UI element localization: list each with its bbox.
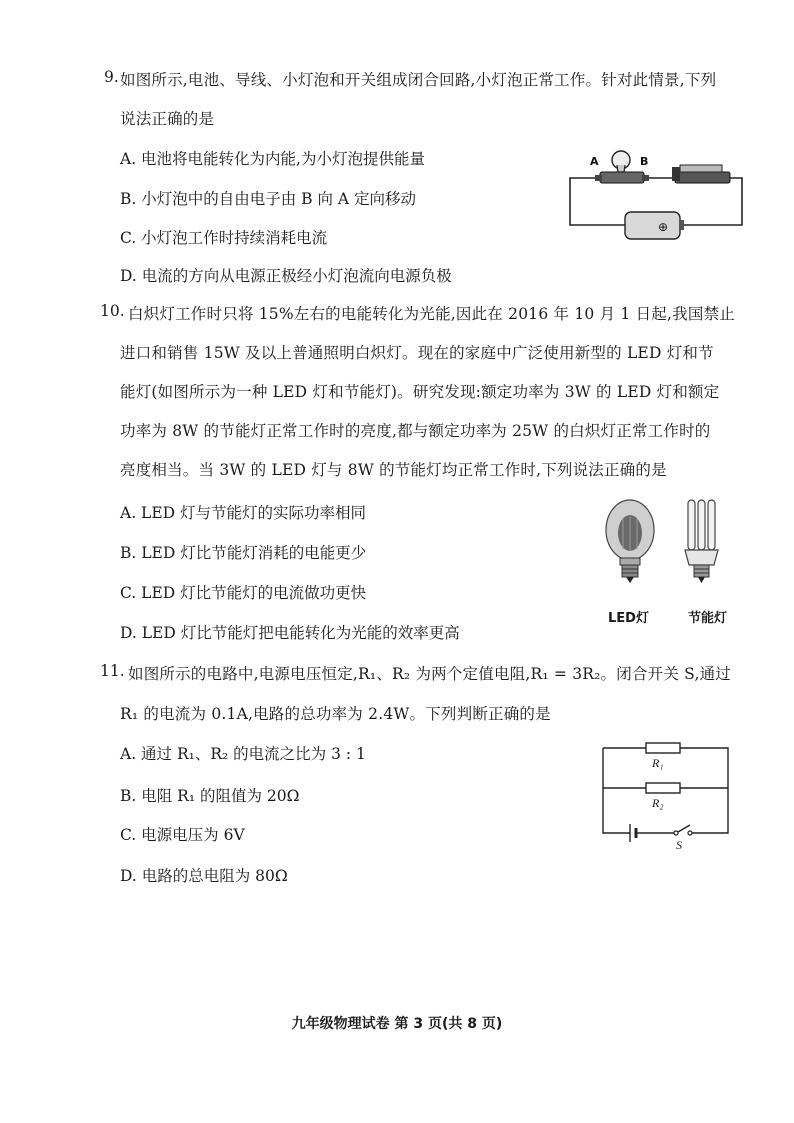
r1-label: R₁ [652,756,664,770]
q10-stem-line1: 白炽灯工作时只将 15%左右的电能转化为光能,因此在 2016 年 10 月 1 日起,我国禁止 [128,305,735,323]
q11-option-c: C. 电源电压为 6V [120,826,245,844]
lamp-holder [600,172,644,183]
page-footer: 九年级物理试卷 第 3 页(共 8 页) [291,1016,503,1032]
q10-option-b: B. LED 灯比节能灯消耗的电能更少 [120,544,367,562]
q11-stem-line1: 如图所示的电路中,电源电压恒定,R₁、R₂ 为两个定值电阻,R₁ = 3R₂。闭合开关 S,通过 [128,665,731,683]
q11-option-a: A. 通过 R₁、R₂ 的电流之比为 3 : 1 [120,745,366,763]
q9-stem-line2: 说法正确的是 [120,110,215,128]
q9-number: 9. [104,68,119,86]
q10-stem-line3: 能灯(如图所示为一种 LED 灯和节能灯)。研究发现:额定功率为 3W 的 LED 灯和额定 [120,383,720,401]
q11-option-d: D. 电路的总电阻为 80Ω [120,867,288,885]
svg-text:B: B [640,155,649,168]
q10-stem-line5: 亮度相当。当 3W 的 LED 灯与 8W 的节能灯均正常工作时,下列说法正确的是 [120,461,667,479]
q9-circuit-figure [560,145,750,250]
cfl-bulb-icon [685,500,718,583]
battery-icon [625,212,680,239]
q10-number: 10. [100,302,125,320]
q10-lamps-figure [595,495,745,600]
q9-option-d: D. 电流的方向从电源正极经小灯泡流向电源负极 [120,267,452,285]
svg-text:⊕: ⊕ [658,220,669,234]
led-bulb-icon [606,500,654,583]
q9-option-b: B. 小灯泡中的自由电子由 B 向 A 定向移动 [120,190,417,208]
led-caption: LED灯 [608,611,649,626]
q9-stem-line1: 如图所示,电池、导线、小灯泡和开关组成闭合回路,小灯泡正常工作。针对此情景,下列 [120,71,717,89]
switch-icon [675,172,730,183]
q10-stem-line4: 功率为 8W 的节能灯正常工作时的亮度,都与额定功率为 25W 的白炽灯正常工作时的 [120,422,711,440]
cfl-caption: 节能灯 [688,611,728,626]
svg-text:A: A [590,155,599,168]
q11-option-b: B. 电阻 R₁ 的阻值为 20Ω [120,787,300,805]
q10-stem-line2: 进口和销售 15W 及以上普通照明白炽灯。现在的家庭中广泛使用新型的 LED 灯和节 [120,344,714,362]
q9-option-c: C. 小灯泡工作时持续消耗电流 [120,229,328,247]
q10-option-a: A. LED 灯与节能灯的实际功率相同 [120,504,367,522]
q11-circuit-figure [598,738,733,848]
q10-option-d: D. LED 灯比节能灯把电能转化为光能的效率更高 [120,624,460,642]
resistor-r1-icon [646,743,680,753]
switch-label: S [676,838,682,852]
q10-option-c: C. LED 灯比节能灯的电流做功更快 [120,584,367,602]
q11-stem-line2: R₁ 的电流为 0.1A,电路的总功率为 2.4W。下列判断正确的是 [120,705,551,723]
r2-label: R₂ [652,796,664,810]
q9-option-a: A. 电池将电能转化为内能,为小灯泡提供能量 [120,150,425,168]
q11-number: 11. [100,662,125,680]
switch-icon [678,825,690,832]
resistor-r2-icon [646,783,680,793]
